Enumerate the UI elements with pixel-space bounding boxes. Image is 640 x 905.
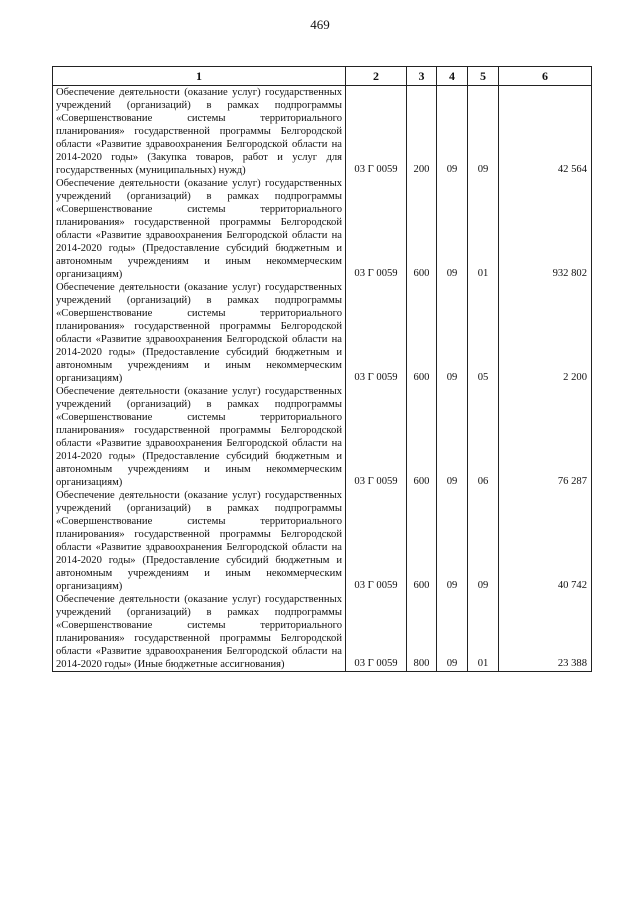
row-section: 09 <box>437 86 468 178</box>
row-expense-type: 200 <box>407 86 437 178</box>
row-amount: 932 802 <box>499 177 592 281</box>
row-expense-type: 600 <box>407 177 437 281</box>
table-body <box>53 86 592 672</box>
table-row <box>53 86 592 178</box>
row-description: Обеспечение деятельности (оказание услуг) государственных учреждений (организаций) в рамках подпрограммы «Совершенствование системы территориального планирования» государственной программы Белгородской области «Развитие здравоохранения Белгородской области на 2014-2020 годы» (Предоставление субсидий бюджетным и автономным учреждениям и иным некоммерческим организациям) <box>53 385 346 489</box>
row-target-code: 03 Г 0059 <box>346 385 407 489</box>
row-description: Обеспечение деятельности (оказание услуг) государственных учреждений (организаций) в рамках подпрограммы «Совершенствование системы территориального планирования» государственной программы Белгородской области «Развитие здравоохранения Белгородской области на 2014-2020 годы» (Предоставление субсидий бюджетным и автономным учреждениям и иным некоммерческим организациям) <box>53 281 346 385</box>
row-target-code: 03 Г 0059 <box>346 593 407 672</box>
table-row <box>53 385 592 489</box>
table-row <box>53 593 592 672</box>
row-target-code: 03 Г 0059 <box>346 86 407 178</box>
row-subsection: 01 <box>468 177 499 281</box>
row-subsection: 09 <box>468 86 499 178</box>
page-number: 469 <box>310 17 330 32</box>
header-col-1: 1 <box>53 67 346 86</box>
table-row <box>53 489 592 593</box>
row-section: 09 <box>437 177 468 281</box>
row-subsection: 06 <box>468 385 499 489</box>
row-amount: 2 200 <box>499 281 592 385</box>
header-col-3: 3 <box>407 67 437 86</box>
table-header <box>53 67 592 86</box>
row-description: Обеспечение деятельности (оказание услуг) государственных учреждений (организаций) в рамках подпрограммы «Совершенствование системы территориального планирования» государственной программы Белгородской области «Развитие здравоохранения Белгородской области на 2014-2020 годы» (Закупка товаров, работ и услуг для государственных (муниципальных) нужд) <box>53 86 346 178</box>
row-description: Обеспечение деятельности (оказание услуг) государственных учреждений (организаций) в рамках подпрограммы «Совершенствование системы территориального планирования» государственной программы Белгородской области «Развитие здравоохранения Белгородской области на 2014-2020 годы» (Предоставление субсидий бюджетным и автономным учреждениям и иным некоммерческим организациям) <box>53 489 346 593</box>
row-description: Обеспечение деятельности (оказание услуг) государственных учреждений (организаций) в рамках подпрограммы «Совершенствование системы территориального планирования» государственной программы Белгородской области «Развитие здравоохранения Белгородской области на 2014-2020 годы» (Иные бюджетные ассигнования) <box>53 593 346 672</box>
row-expense-type: 800 <box>407 593 437 672</box>
row-expense-type: 600 <box>407 281 437 385</box>
row-section: 09 <box>437 593 468 672</box>
row-expense-type: 600 <box>407 489 437 593</box>
header-col-5: 5 <box>468 67 499 86</box>
row-amount: 23 388 <box>499 593 592 672</box>
row-expense-type: 600 <box>407 385 437 489</box>
header-col-6: 6 <box>499 67 592 86</box>
table-row <box>53 177 592 281</box>
row-subsection: 01 <box>468 593 499 672</box>
header-col-4: 4 <box>437 67 468 86</box>
row-subsection: 09 <box>468 489 499 593</box>
row-section: 09 <box>437 489 468 593</box>
table-row <box>53 281 592 385</box>
row-description: Обеспечение деятельности (оказание услуг) государственных учреждений (организаций) в рамках подпрограммы «Совершенствование системы территориального планирования» государственной программы Белгородской области «Развитие здравоохранения Белгородской области на 2014-2020 годы» (Предоставление субсидий бюджетным и автономным учреждениям и иным некоммерческим организациям) <box>53 177 346 281</box>
budget-table <box>52 66 592 672</box>
row-amount: 40 742 <box>499 489 592 593</box>
row-amount: 76 287 <box>499 385 592 489</box>
row-amount: 42 564 <box>499 86 592 178</box>
header-row <box>53 67 592 86</box>
row-target-code: 03 Г 0059 <box>346 281 407 385</box>
header-col-2: 2 <box>346 67 407 86</box>
row-target-code: 03 Г 0059 <box>346 489 407 593</box>
row-section: 09 <box>437 385 468 489</box>
row-subsection: 05 <box>468 281 499 385</box>
row-target-code: 03 Г 0059 <box>346 177 407 281</box>
row-section: 09 <box>437 281 468 385</box>
